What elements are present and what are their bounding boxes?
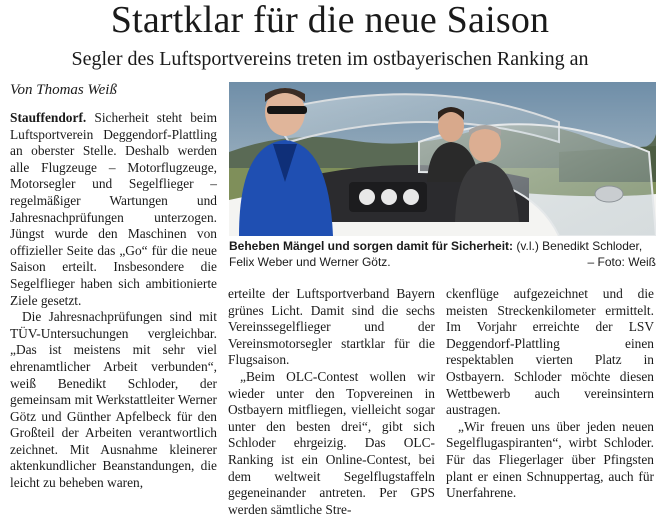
glider-cockpit-photo [229,82,656,236]
article-paragraph-5: ckenflüge aufgezeichnet und die meisten Streckenkilometer ermittelt. Im Vorjahr erreichte der LSV Deggendorf-Plattling einen respektablen vierten Platz in Ostbayern. Schloder möchte diesen Wettbewerb auch vereinsintern austragen. [446,286,654,418]
caption-text: (v.l.) Benedikt Schloder, Felix Weber und Werner Götz. [229,239,643,269]
photo-caption [229,238,656,270]
subheadline: Segler des Luftsportvereins treten im ostbayerischen Ranking an [71,48,589,70]
article-column-2 [228,286,435,518]
article-paragraph-1 [10,110,217,309]
headline: Startklar für die neue Saison [110,0,550,41]
article-photo [229,82,656,236]
dateline: Stauffendorf. [10,110,87,125]
article-paragraph-6: „Wir freuen uns über jeden neuen Segelflugaspiranten“, wirbt Schloder. Für das Fliegerlager über Pfingsten plant er einen Schnuppertag, auch für Unerfahrene. [446,418,654,501]
article-paragraph-3: erteilte der Luftsportverband Bayern grünes Licht. Damit sind die sechs Vereinssegelflieger und der Vereinsmotorsegler startklar für die Flugsaison. [228,286,435,368]
article-column-1 [10,110,217,492]
byline: Von Thomas Weiß [10,82,117,98]
paragraph-1-text: Sicherheit steht beim Luftsportverein Deggendorf-Plattling an oberster Stelle. Deshalb werden alle Flugzeuge – Motorflugzeuge, Motorsegler und Segelflieger – regelmäßiger Wartungen und Jahresnachprüfungen unterzogen. Jüngst wurde den Maschinen von offizieller Seite das „Go“ für die neue Saison erteilt. Insbesondere die Segelflieger haben sich ambitionierte Ziele gesetzt. [10,110,217,308]
photo-credit: – Foto: Weiß [587,255,656,269]
article-column-3 [446,286,654,502]
article-paragraph-2: Die Jahresnachprüfungen sind mit TÜV-Untersuchungen vergleichbar. „Das ist meistens mit sehr viel ehrenamtlicher Arbeit verbunden“, weiß Benedikt Schloder, der gemeinsam mit Werkstattleiter Werner Götz und Günther Apfelbeck für den Großteil der Arbeiten verantwortlich zeichnet. Mit Ausnahme kleinerer aktenkundlicher Beanstandungen, die leicht zu beheben waren, [10,309,217,491]
article-paragraph-4: „Beim OLC-Contest wollen wir wieder unter den Topvereinen in Ostbayern mitfliegen, vielleicht sogar unter den besten drei“, gibt sich Schloder ehrgeizig. Das OLC-Ranking ist ein Online-Contest, bei dem weltweit Segelflugstaffeln gegeneinander antreten. Per GPS werden sämtliche Stre- [228,368,435,517]
caption-lead: Beheben Mängel und sorgen damit für Sicherheit: [229,239,514,253]
